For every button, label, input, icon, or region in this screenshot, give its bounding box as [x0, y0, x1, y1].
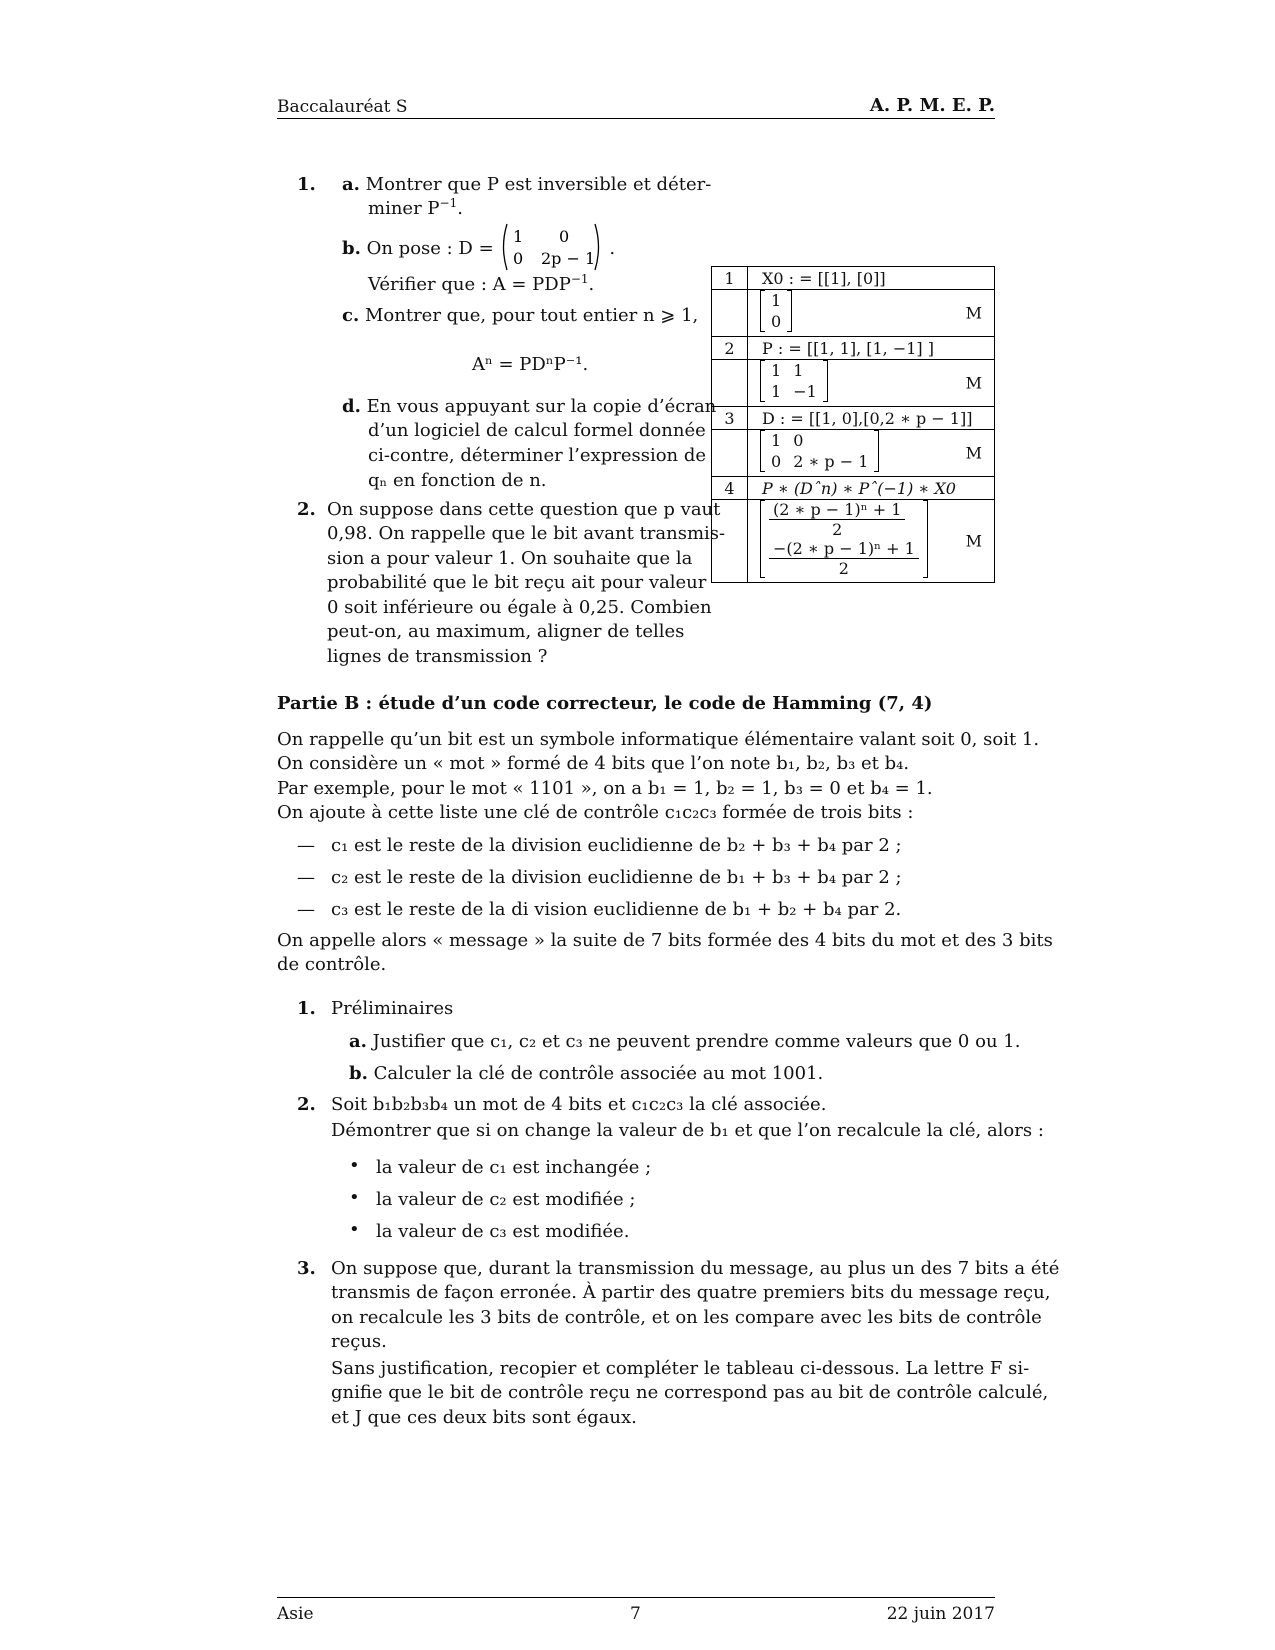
header-title: Baccalauréat S	[277, 97, 408, 117]
dash-3-marker: —	[297, 899, 315, 920]
cas-row-2-matrix	[760, 360, 828, 402]
message-line1: On appelle alors « message » la suite de 7 bits formée des 4 bits du mot et des 3 bits	[277, 930, 1053, 951]
cas-table	[711, 266, 995, 583]
cas-row-4-number: 4	[712, 477, 748, 500]
cas-row-4-frac-1-num: (2 ∗ p − 1)ⁿ + 1	[769, 500, 905, 520]
part-b-intro-line1: On rappelle qu’un bit est un symbole informatique élémentaire valant soit 0, soit 1.	[277, 729, 1040, 750]
cas-row-1-number: 1	[712, 267, 748, 290]
footer-rule	[277, 1597, 995, 1598]
question-2-line4: probabilité que le bit reçu ait pour valeur	[327, 572, 707, 593]
header-publisher: A. P. M. E. P.	[869, 95, 995, 116]
cas-row-2-m21: 1	[771, 382, 782, 401]
question-2-line5: 0 soit inférieure ou égale à 0,25. Combien	[327, 597, 712, 618]
bullet-item-1: la valeur de c₁ est inchangée ;	[376, 1157, 652, 1178]
question-1c-text: Montrer que, pour tout entier n ⩾ 1,	[364, 305, 699, 326]
matrix-D-a22: 2p − 1	[541, 249, 596, 268]
cas-row-2-number: 2	[712, 337, 748, 360]
cas-row-3-result	[712, 430, 995, 477]
cas-row-4-frac-2	[769, 539, 919, 578]
part-b-q1b-text: Calculer la clé de contrôle associée au mot 1001.	[373, 1063, 824, 1084]
part-b-q1a-text: Justifier que c₁, c₂ et c₃ ne peuvent prendre comme valeurs que 0 ou 1.	[372, 1031, 1021, 1052]
bullet-item-3: la valeur de c₃ est modifiée.	[376, 1221, 630, 1242]
cas-row-2-command	[712, 337, 995, 360]
matrix-D-a12: 0	[559, 227, 570, 246]
part-b-q3-line6: gnifie que le bit de contrôle reçu ne correspond pas au bit de contrôle calculé,	[331, 1382, 1049, 1403]
question-1b-verify-exponent: −1	[570, 272, 589, 286]
cas-row-4-command	[712, 477, 995, 500]
question-1d-line1: En vous appuyant sur la copie d’écran	[366, 396, 717, 417]
header-rule	[277, 118, 995, 119]
cas-row-1-output	[748, 290, 995, 337]
cas-row-4-mark: M	[965, 531, 982, 551]
cas-row-3-m11: 1	[771, 431, 782, 450]
part-b-intro-line2: On considère un « mot » formé de 4 bits que l’on note b₁, b₂, b₃ et b₄.	[277, 753, 910, 774]
footer-session: Asie	[277, 1604, 314, 1624]
question-1b-label: b.	[342, 238, 361, 259]
question-1a-line1: Montrer que P est inversible et déter-	[365, 174, 712, 195]
question-1a-label: a.	[342, 174, 360, 195]
part-b-q1a-label: a.	[349, 1031, 367, 1052]
bullet-item-2: la valeur de c₂ est modifiée ;	[376, 1189, 636, 1210]
part-b-q3-line2: transmis de façon erronée. À partir des quatre premiers bits du message reçu,	[331, 1282, 1051, 1303]
matrix-D-parens	[499, 222, 609, 272]
question-1c	[342, 303, 698, 328]
matrix-D: 1 0 0 2p − 1 .	[499, 226, 615, 272]
cas-row-1-mark: M	[965, 303, 982, 323]
question-2-line6: peut-on, au maximum, aligner de telles	[327, 621, 685, 642]
bullet-1-icon: •	[349, 1155, 360, 1176]
part-b-q1b	[349, 1061, 823, 1086]
question-1d-line3: ci-contre, déterminer l’expression de	[368, 445, 707, 466]
cas-row-2-m12: 1	[793, 361, 804, 380]
question-1b-verify: Vérifier que : A = PDP	[368, 274, 571, 295]
question-2-line2: 0,98. On rappelle que le bit avant transmis-	[327, 523, 726, 544]
dash-item-2: c₂ est le reste de la division euclidienne de b₁ + b₃ + b₄ par 2 ;	[331, 867, 902, 888]
cas-row-4-output	[748, 500, 995, 583]
cas-row-1-m21: 0	[771, 312, 782, 331]
question-1d-line4: qₙ en fonction de n.	[368, 470, 547, 491]
cas-row-1-m11: 1	[771, 291, 782, 310]
footer-date: 22 juin 2017	[886, 1604, 995, 1624]
cas-row-3-output	[748, 430, 995, 477]
message-line2: de contrôle.	[277, 954, 387, 975]
part-b-q2-line1: Soit b₁b₂b₃b₄ un mot de 4 bits et c₁c₂c₃ la clé associée.	[331, 1094, 827, 1115]
question-1a	[342, 172, 711, 197]
question-2-line7: lignes de transmission ?	[327, 646, 548, 667]
part-b-q1b-label: b.	[349, 1063, 368, 1084]
part-b-q3-line7: et J que ces deux bits sont égaux.	[331, 1407, 637, 1428]
bullet-3-icon: •	[349, 1219, 360, 1240]
part-b-intro-line3: Par exemple, pour le mot « 1101 », on a b₁ = 1, b₂ = 1, b₃ = 0 et b₄ = 1.	[277, 778, 933, 799]
cas-row-3-matrix	[760, 430, 879, 472]
part-b-q2-number: 2.	[297, 1094, 316, 1115]
cas-row-3-m12: 0	[793, 431, 804, 450]
cas-row-1-matrix	[760, 290, 792, 332]
dash-item-3: c₃ est le reste de la di vision euclidienne de b₁ + b₂ + b₄ par 2.	[331, 899, 902, 920]
cas-row-2-mark: M	[965, 373, 982, 393]
matrix-D-a11: 1	[513, 227, 524, 246]
cas-row-3-command	[712, 407, 995, 430]
cas-row-4-frac-2-num: −(2 ∗ p − 1)ⁿ + 1	[769, 539, 919, 559]
question-2-number: 2.	[297, 499, 316, 520]
cas-row-3-m22: 2 ∗ p − 1	[793, 452, 869, 471]
question-1-number: 1.	[297, 174, 316, 195]
cas-row-3-m21: 0	[771, 452, 782, 471]
part-b-q1-number: 1.	[297, 998, 316, 1019]
part-b-title: Partie B : étude d’un code correcteur, le code de Hamming (7, 4)	[277, 693, 933, 714]
cas-row-2-result	[712, 360, 995, 407]
question-1a-line2-exponent: −1	[439, 196, 458, 210]
part-b-q2-line2: Démontrer que si on change la valeur de b₁ et que l’on recalcule la clé, alors :	[331, 1120, 1044, 1141]
cas-row-2-output	[748, 360, 995, 407]
cas-row-2-cmd: P : = [[1, 1], [1, −1] ]	[748, 337, 995, 360]
part-b-q3-line4: reçus.	[331, 1331, 387, 1352]
part-b-q3-line3: on recalcule les 3 bits de contrôle, et on les compare avec les bits de contrôle	[331, 1307, 1042, 1328]
question-1c-formula: Aⁿ = PDⁿP⁻¹.	[472, 354, 589, 375]
cas-row-4-cmd: P ∗ (Dˆn) ∗ Pˆ(−1) ∗ X0	[748, 477, 995, 500]
question-1d-label: d.	[342, 396, 361, 417]
part-b-q3-line5: Sans justification, recopier et compléter le tableau ci-dessous. La lettre F si-	[331, 1358, 1030, 1379]
part-b-intro-line4: On ajoute à cette liste une clé de contrôle c₁c₂c₃ formée de trois bits :	[277, 802, 914, 823]
question-1a-line2-wrap: miner $P^{-1}$.	[368, 196, 463, 219]
cas-row-3-mark: M	[965, 443, 982, 463]
dash-2-marker: —	[297, 867, 315, 888]
question-1b	[342, 226, 615, 272]
question-1c-label: c.	[342, 305, 360, 326]
cas-row-1-command	[712, 267, 995, 290]
part-b-q1a	[349, 1029, 1020, 1054]
question-2-line3: sion a pour valeur 1. On souhaite que la	[327, 548, 693, 569]
dash-item-1: c₁ est le reste de la division euclidienne de b₂ + b₃ + b₄ par 2 ;	[331, 835, 902, 856]
part-b-q1-text: Préliminaires	[331, 998, 454, 1019]
cas-row-3-cmd: D : = [[1, 0],[0,2 ∗ p − 1]]	[748, 407, 995, 430]
cas-row-4-matrix	[760, 500, 928, 578]
question-1d-line2: d’un logiciel de calcul formel donnée	[368, 420, 706, 441]
question-2-line1: On suppose dans cette question que p vaut	[327, 499, 721, 520]
cas-row-2-m22: −1	[793, 382, 817, 401]
part-b-q3-number: 3.	[297, 1258, 316, 1279]
question-1b-text: On pose : D =	[366, 238, 494, 259]
bullet-2-icon: •	[349, 1187, 360, 1208]
cas-row-1-cmd: X0 : = [[1], [0]]	[748, 267, 995, 290]
cas-row-3-number: 3	[712, 407, 748, 430]
matrix-D-a21: 0	[513, 249, 524, 268]
question-1b-verify-wrap: Vérifier que : $A = PDP^{-1}$.	[368, 272, 595, 295]
page-number: 7	[630, 1604, 641, 1624]
question-1d-line1-wrap	[342, 394, 716, 419]
cas-row-4-result	[712, 500, 995, 583]
cas-row-2-m11: 1	[771, 361, 782, 380]
question-1a-line2: miner P	[368, 198, 440, 219]
part-b-q3-line1: On suppose que, durant la transmission du message, au plus un des 7 bits a été	[331, 1258, 1060, 1279]
cas-row-1-result	[712, 290, 995, 337]
cas-row-4-frac-2-den: 2	[838, 559, 849, 578]
cas-row-4-frac-1	[769, 500, 905, 539]
cas-row-4-frac-1-den: 2	[832, 520, 843, 539]
dash-1-marker: —	[297, 835, 315, 856]
